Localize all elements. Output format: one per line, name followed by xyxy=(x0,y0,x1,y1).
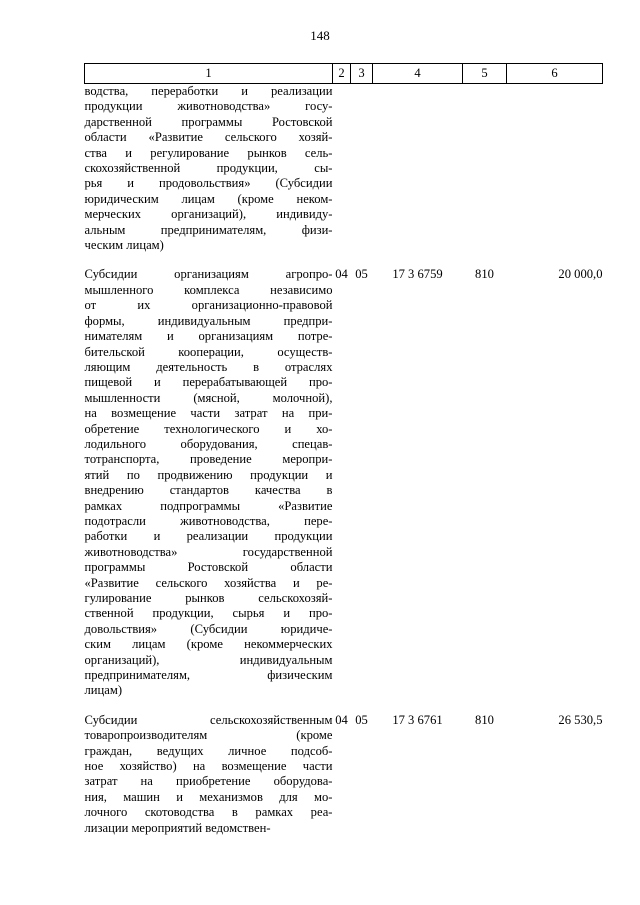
expense-type-code xyxy=(463,84,507,254)
description-line: ским лицам (кроме некоммерческих xyxy=(84,637,333,652)
target-article-code: 17 3 6759 xyxy=(392,267,443,282)
description-line: лицам) xyxy=(84,683,123,698)
description-line: затрат на приобретение оборудова- xyxy=(84,774,333,789)
subsection-code: 05 xyxy=(355,712,368,727)
description-line: от их организационно-правовой xyxy=(84,298,333,313)
amount: 20 000,0 xyxy=(558,267,603,282)
row-description xyxy=(85,84,333,254)
table-row xyxy=(85,713,603,836)
expense-type-code: 810 xyxy=(475,267,494,282)
section-code: 04 xyxy=(335,712,348,727)
description-line: области «Развитие сельского хозяй- xyxy=(84,130,333,145)
description-line: водства, переработки и реализации xyxy=(84,84,333,98)
amount xyxy=(507,84,603,254)
description-line: ственной продукции, сырья и про- xyxy=(84,606,333,621)
amount: 26 530,5 xyxy=(558,712,603,727)
description-line: товаропроизводителям (кроме xyxy=(84,728,333,743)
description-line: ное хозяйство) на возмещение части xyxy=(84,759,333,774)
section-code: 04 xyxy=(335,267,348,282)
description-line: довольствия» (Субсидии юридиче- xyxy=(84,621,333,636)
target-article-code xyxy=(373,84,463,254)
row-spacer xyxy=(85,699,603,713)
description-line: формы, индивидуальным предпри- xyxy=(84,313,333,328)
column-header-1: 1 xyxy=(85,64,333,84)
description-line: лодильного оборудования, спецав- xyxy=(84,436,333,451)
budget-table xyxy=(84,63,603,836)
row-description xyxy=(85,267,333,698)
description-line: ческим лицам) xyxy=(84,238,164,253)
description-line: пищевой и перерабатывающей про- xyxy=(84,375,333,390)
description-line: Субсидии организациям агропро- xyxy=(84,267,333,282)
description-line: лизации мероприятий ведомствен- xyxy=(84,820,271,835)
description-line: скохозяйственной продукции, сы- xyxy=(84,161,333,176)
description-line: подотрасли животноводства, пере- xyxy=(84,513,333,528)
description-line: работки и реализации продукции xyxy=(84,529,333,544)
table-header-row xyxy=(85,64,603,84)
page-number: 148 xyxy=(310,28,330,43)
column-header-4: 4 xyxy=(373,64,463,84)
description-line: рья и продовольствия» (Субсидии xyxy=(84,176,333,191)
expense-type-code: 810 xyxy=(475,712,494,727)
description-line: дарственной программы Ростовской xyxy=(84,114,333,129)
table-row xyxy=(85,267,603,698)
description-line: организаций), индивидуальным xyxy=(84,652,333,667)
description-line: «Развитие сельского хозяйства и ре- xyxy=(84,575,333,590)
subsection-code xyxy=(351,84,373,254)
description-line: ятий по продвижению продукции и xyxy=(84,467,333,482)
description-line: гулирование рынков сельскохозяй- xyxy=(84,591,333,605)
description-line: бительской кооперации, осуществ- xyxy=(84,344,333,359)
description-line: ства и регулирование рынков сель- xyxy=(84,145,333,160)
row-spacer xyxy=(85,253,603,267)
description-line: альным предпринимателям, физи- xyxy=(84,222,333,237)
description-line: тотранспорта, проведение меропри- xyxy=(84,452,333,467)
subsection-code: 05 xyxy=(355,267,368,282)
column-header-3: 3 xyxy=(351,64,373,84)
description-line: продукции животноводства» госу- xyxy=(84,99,333,114)
description-line: мышленного комплекса независимо xyxy=(84,282,333,297)
description-line: обретение технологического и хо- xyxy=(84,421,333,436)
description-line: юридическим лицам (кроме неком- xyxy=(84,191,333,206)
description-line: мышленности (мясной, молочной), xyxy=(84,390,333,405)
description-line: предпринимателям, физическим xyxy=(84,668,333,683)
description-line: рамках подпрограммы «Развитие xyxy=(84,498,333,513)
description-line: на возмещение части затрат на при- xyxy=(84,406,333,421)
target-article-code: 17 3 6761 xyxy=(392,712,443,727)
description-line: Субсидии сельскохозяйственным xyxy=(84,712,333,727)
description-line: ляющим деятельность в отраслях xyxy=(84,359,333,374)
description-line: внедрению стандартов качества в xyxy=(84,483,333,498)
description-line: лочного скотоводства в рамках реа- xyxy=(84,805,333,820)
description-line: программы Ростовской области xyxy=(84,560,333,575)
column-header-5: 5 xyxy=(463,64,507,84)
description-line: нимателям и организациям потре- xyxy=(84,329,333,344)
table-row xyxy=(85,84,603,254)
column-header-6: 6 xyxy=(507,64,603,84)
description-line: животноводства» государственной xyxy=(84,544,333,559)
description-line: мерческих организаций), индивиду- xyxy=(84,207,333,222)
description-line: граждан, ведущих личное подсоб- xyxy=(84,743,333,758)
column-header-2: 2 xyxy=(333,64,351,84)
section-code xyxy=(333,84,351,254)
description-line: ния, машин и механизмов для мо- xyxy=(84,789,333,804)
row-description xyxy=(85,713,333,836)
